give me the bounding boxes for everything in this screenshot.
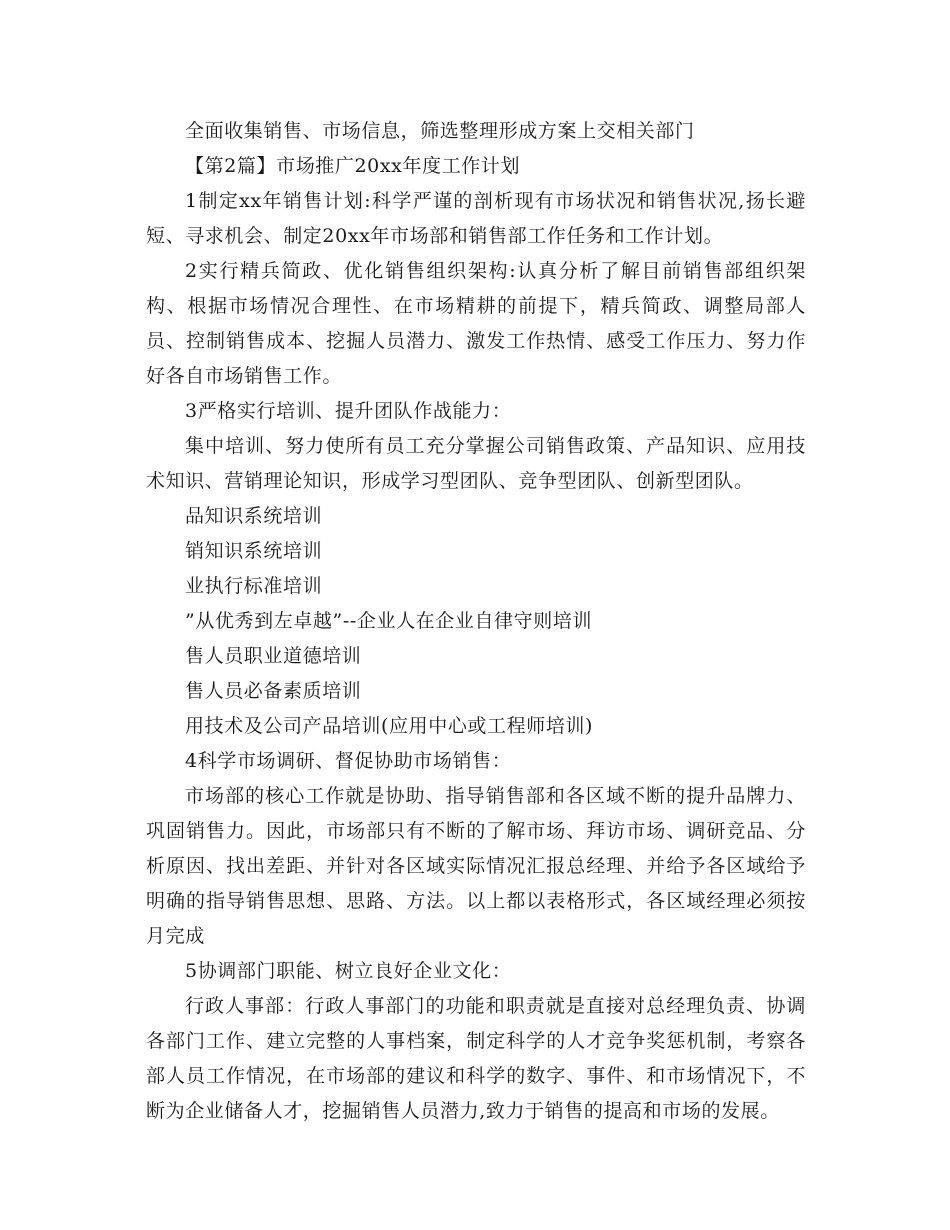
- list-item: 销知识系统培训: [185, 540, 323, 562]
- list-item: 用技术及公司产品培训(应用中心或工程师培训): [185, 715, 594, 737]
- paragraph-collect-info: 全面收集销售、市场信息，筛选整理形成方案上交相关部门: [185, 120, 695, 142]
- paragraph-coordination-heading: 5协调部门职能、树立良好企业文化：: [185, 960, 512, 982]
- list-item: 业执行标准培训: [185, 575, 323, 597]
- section-heading: 【第2篇】市场推广20xx年度工作计划: [185, 155, 521, 177]
- paragraph-training-heading: 3严格实行培训、提升团队作战能力：: [185, 400, 512, 422]
- paragraph-centralized-training: 集中培训、努力使所有员工充分掌握公司销售政策、产品知识、应用技术知识、营销理论知识，形成学习型团队、竞争型团队、创新型团队。: [146, 435, 806, 492]
- list-item: 售人员职业道德培训: [185, 645, 362, 667]
- paragraph-sales-plan: 1制定xx年销售计划:科学严谨的剖析现有市场状况和销售状况,扬长避短、寻求机会、制定20xx年市场部和销售部工作任务和工作计划。: [146, 190, 806, 247]
- document-body: [146, 114, 806, 1129]
- paragraph-org-structure: 2实行精兵简政、优化销售组织架构:认真分析了解目前销售部组织架构、根据市场情况合理性、在市场精耕的前提下，精兵简政、调整局部人员、控制销售成本、挖掘人员潜力、激发工作热情、感受工作压力、努力作好各自市场销售工作。: [146, 260, 806, 387]
- list-item: ”从优秀到左卓越”--企业人在企业自律守则培训: [185, 610, 593, 632]
- paragraph-market-research: 市场部的核心工作就是协助、指导销售部和各区域不断的提升品牌力、巩固销售力。因此，市场部只有不断的了解市场、拜访市场、调研竞品、分析原因、找出差距、并针对各区域实际情况汇报总经理、并给予各区域给予明确的指导销售思想、思路、方法。以上都以表格形式，各区域经理必须按月完成: [146, 785, 806, 947]
- paragraph-hr-department: 行政人事部：行政人事部门的功能和职责就是直接对总经理负责、协调各部门工作、建立完整的人事档案，制定科学的人才竞争奖惩机制，考察各部人员工作情况，在市场部的建议和科学的数字、事件、和市场情况下，不断为企业储备人才，挖掘销售人员潜力,致力于销售的提高和市场的发展。: [146, 995, 806, 1122]
- paragraph-market-research-heading: 4科学市场调研、督促协助市场销售：: [185, 750, 512, 772]
- list-item: 售人员必备素质培训: [185, 680, 362, 702]
- list-item: 品知识系统培训: [185, 505, 323, 527]
